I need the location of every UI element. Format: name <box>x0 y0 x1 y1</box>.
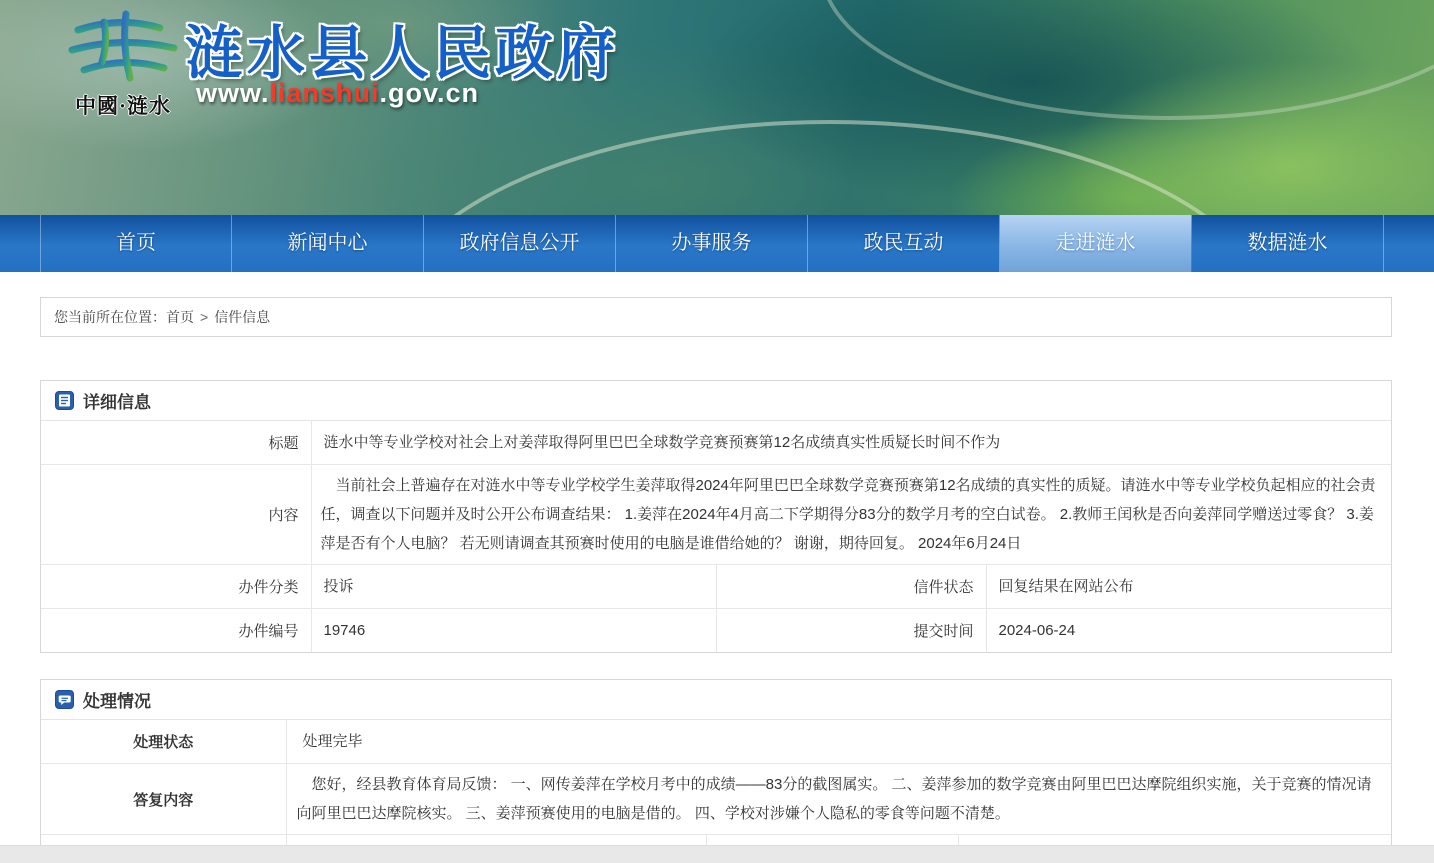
breadcrumb-home-link[interactable]: 首页 <box>166 309 194 325</box>
banner-path-decoration <box>380 120 1280 215</box>
processing-section-header <box>41 680 1391 720</box>
field-reply-value: 您好，经县教育体育局反馈： 一、网传姜萍在学校月考中的成绩——83分的截图属实。 二、姜萍参加的数学竞赛由阿里巴巴达摩院组织实施，关于竞赛的情况请向阿里巴巴达摩院核实。 三、姜萍预赛使用的电脑是借的。 四、学校对涉嫌个人隐私的零食等问题不清楚。 <box>286 764 1391 835</box>
main-navigation <box>0 215 1434 272</box>
reply-bubble-icon <box>55 690 74 709</box>
breadcrumb-separator: > <box>200 309 209 325</box>
footer-strip <box>0 845 1434 863</box>
nav-item-news[interactable]: 新闻中心 <box>232 215 424 272</box>
field-number-label: 办件编号 <box>41 609 311 653</box>
table-row <box>41 764 1391 835</box>
table-row <box>41 465 1391 565</box>
field-category-label: 办件分类 <box>41 565 311 609</box>
breadcrumb-current: 信件信息 <box>214 309 271 325</box>
header-banner <box>0 0 1434 215</box>
nav-item-interaction[interactable]: 政民互动 <box>808 215 1000 272</box>
field-number-value: 19746 <box>311 609 716 653</box>
banner-path-decoration <box>820 0 1434 120</box>
field-reply-label: 答复内容 <box>41 764 286 835</box>
field-submit-time-value: 2024-06-24 <box>986 609 1391 653</box>
site-logo[interactable] <box>58 8 188 120</box>
nav-item-home[interactable]: 首页 <box>40 215 232 272</box>
field-content-value: 当前社会上普遍存在对涟水中等专业学校学生姜萍取得2024年阿里巴巴全球数学竞赛预赛第12名成绩的真实性的质疑。请涟水中等专业学校负起相应的社会责任，调查以下问题并及时公开公布调查结果： 1.姜萍在2024年4月高二下学期得分83分的数学月考的空白试卷。 2.教师王闰秋是否向姜萍同学赠送过零食？ 3.姜萍是否有个人电脑？ 若无则请调查其预赛时使用的电脑是谁借给她的？ 谢谢，期待回复。 2024年6月24日 <box>311 465 1391 565</box>
field-submit-time-label: 提交时间 <box>716 609 986 653</box>
breadcrumb-prefix: 您当前所在位置： <box>54 309 166 325</box>
site-title[interactable]: 涟水县人民政府 <box>185 21 620 86</box>
field-state-value: 处理完毕 <box>286 720 1391 764</box>
page-content <box>0 297 1434 863</box>
site-url-prefix: www. <box>196 78 270 108</box>
document-icon <box>55 391 74 410</box>
table-row <box>41 609 1391 653</box>
detail-info-section <box>40 380 1392 653</box>
field-content-label: 内容 <box>41 465 311 565</box>
processing-section-title: 处理情况 <box>83 692 151 711</box>
site-url <box>196 78 479 109</box>
detail-info-table <box>41 421 1391 652</box>
detail-section-header <box>41 381 1391 421</box>
table-row <box>41 421 1391 465</box>
field-status-value: 回复结果在网站公布 <box>986 565 1391 609</box>
table-row <box>41 720 1391 764</box>
lianshui-logo-icon <box>64 8 182 86</box>
nav-item-gov-info[interactable]: 政府信息公开 <box>424 215 616 272</box>
nav-item-data-lianshui[interactable]: 数据涟水 <box>1192 215 1384 272</box>
table-row <box>41 565 1391 609</box>
logo-caption: 中國·涟水 <box>74 94 171 118</box>
processing-section <box>40 679 1392 863</box>
field-title-label: 标题 <box>41 421 311 465</box>
field-title-value: 涟水中等专业学校对社会上对姜萍取得阿里巴巴全球数学竞赛预赛第12名成绩真实性质疑长时间不作为 <box>311 421 1391 465</box>
breadcrumb <box>40 297 1392 337</box>
nav-item-about-lianshui[interactable]: 走进涟水 <box>1000 215 1192 272</box>
processing-table <box>41 720 1391 863</box>
field-category-value: 投诉 <box>311 565 716 609</box>
field-state-label: 处理状态 <box>41 720 286 764</box>
nav-item-services[interactable]: 办事服务 <box>616 215 808 272</box>
site-url-suffix: .gov.cn <box>379 78 480 108</box>
site-url-highlight: lianshui <box>269 78 380 108</box>
detail-section-title: 详细信息 <box>83 393 151 412</box>
field-status-label: 信件状态 <box>716 565 986 609</box>
